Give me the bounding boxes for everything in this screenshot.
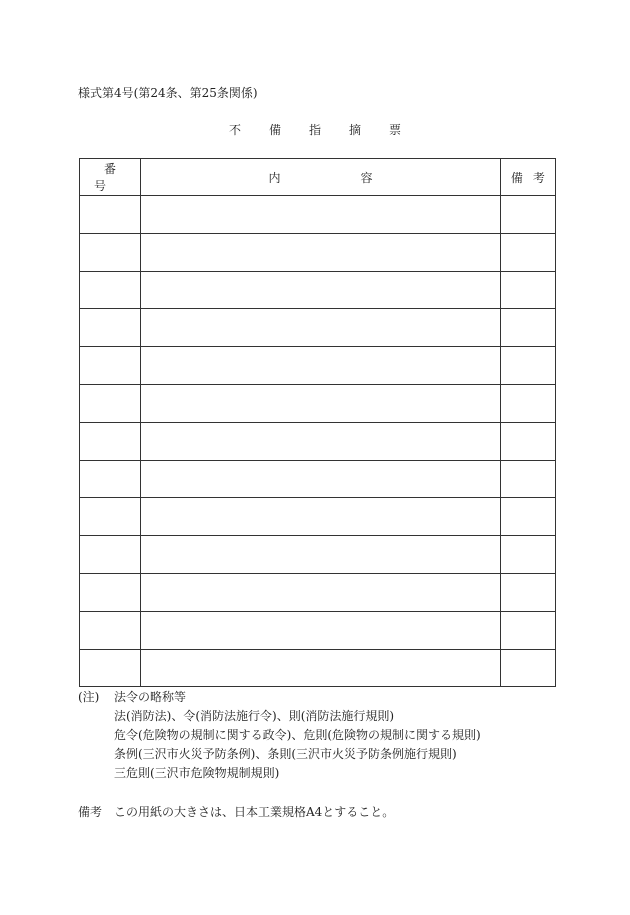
table-row — [80, 611, 556, 649]
notes-line: 三危則(三沢市危険物規制規則) — [114, 766, 280, 780]
notes-line: 法(消防法)、令(消防法施行令)、則(消防法施行規則) — [114, 709, 395, 723]
cell-number[interactable] — [80, 460, 141, 498]
table-header-row — [80, 159, 556, 196]
remark-section — [78, 803, 394, 820]
notes-section — [78, 688, 481, 783]
table-row — [80, 271, 556, 309]
notes-label: (注) — [78, 690, 100, 704]
cell-content[interactable] — [141, 498, 501, 536]
cell-content[interactable] — [141, 233, 501, 271]
table-row — [80, 573, 556, 611]
cell-content[interactable] — [141, 271, 501, 309]
cell-remarks[interactable] — [500, 271, 555, 309]
table-row — [80, 347, 556, 385]
cell-number[interactable] — [80, 271, 141, 309]
cell-number[interactable] — [80, 233, 141, 271]
header-content: 内容 — [141, 159, 501, 196]
cell-remarks[interactable] — [500, 573, 555, 611]
cell-remarks[interactable] — [500, 536, 555, 574]
table-row — [80, 309, 556, 347]
form-title: 不備指摘票 — [228, 123, 429, 137]
cell-content[interactable] — [141, 536, 501, 574]
cell-remarks[interactable] — [500, 460, 555, 498]
cell-number[interactable] — [80, 498, 141, 536]
table-row — [80, 384, 556, 422]
notes-line: 危令(危険物の規制に関する政令)、危則(危険物の規制に関する規則) — [114, 728, 481, 742]
cell-number[interactable] — [80, 422, 141, 460]
form-number: 様式第4号(第24条、第25条関係) — [78, 86, 258, 100]
table-row — [80, 196, 556, 234]
deficiency-table — [79, 158, 556, 687]
table-row — [80, 233, 556, 271]
remark-label: 備考 — [78, 805, 103, 819]
cell-content[interactable] — [141, 309, 501, 347]
cell-remarks[interactable] — [500, 384, 555, 422]
cell-number[interactable] — [80, 536, 141, 574]
cell-content[interactable] — [141, 611, 501, 649]
cell-number[interactable] — [80, 573, 141, 611]
cell-number[interactable] — [80, 196, 141, 234]
cell-content[interactable] — [141, 384, 501, 422]
cell-remarks[interactable] — [500, 233, 555, 271]
cell-content[interactable] — [141, 460, 501, 498]
cell-remarks[interactable] — [500, 422, 555, 460]
cell-remarks[interactable] — [500, 309, 555, 347]
cell-remarks[interactable] — [500, 611, 555, 649]
cell-number[interactable] — [80, 309, 141, 347]
table-row — [80, 649, 556, 687]
cell-content[interactable] — [141, 649, 501, 687]
cell-content[interactable] — [141, 196, 501, 234]
notes-line: 条例(三沢市火災予防条例)、条則(三沢市火災予防条例施行規則) — [114, 747, 457, 761]
table-body — [80, 196, 556, 687]
table-row — [80, 536, 556, 574]
remark-text: この用紙の大きさは、日本工業規格A4とすること。 — [114, 805, 395, 819]
cell-remarks[interactable] — [500, 498, 555, 536]
cell-number[interactable] — [80, 611, 141, 649]
table-row — [80, 460, 556, 498]
cell-number[interactable] — [80, 384, 141, 422]
table-row — [80, 422, 556, 460]
cell-number[interactable] — [80, 649, 141, 687]
cell-content[interactable] — [141, 573, 501, 611]
cell-remarks[interactable] — [500, 196, 555, 234]
header-remarks: 備考 — [500, 159, 555, 196]
cell-content[interactable] — [141, 422, 501, 460]
cell-remarks[interactable] — [500, 347, 555, 385]
cell-content[interactable] — [141, 347, 501, 385]
notes-heading: 法令の略称等 — [114, 690, 187, 704]
header-number: 番号 — [80, 159, 141, 196]
table-row — [80, 498, 556, 536]
cell-remarks[interactable] — [500, 649, 555, 687]
cell-number[interactable] — [80, 347, 141, 385]
